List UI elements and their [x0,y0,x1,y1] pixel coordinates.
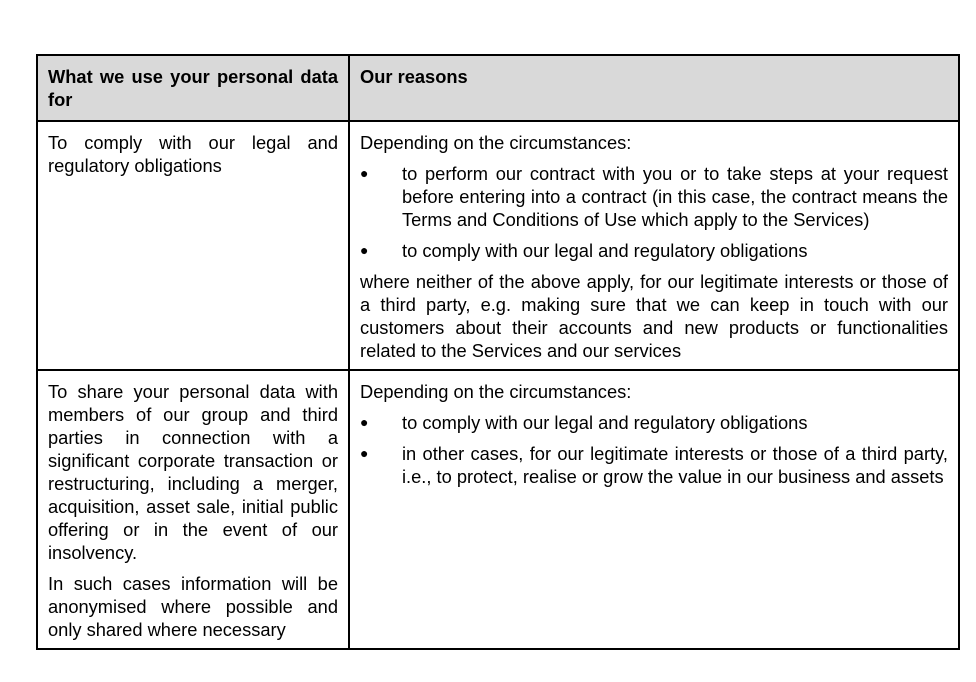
table-row [37,121,959,370]
purpose-text: To share your personal data with members of our group and third parties in connection with a significant corporate transaction or restructuring, including a merger, acquisition, asset sale, initial public offering or in the event of our insolvency. [48,381,338,563]
bullet-dot-icon: ● [360,414,369,430]
reasons-outro: where neither of the above apply, for our legitimate interests or those of a third party, e.g. making sure that we can keep in touch with our customers about their accounts and new products or functionalities related to the Services and our services [360,271,948,361]
reasons-list [360,411,948,488]
bullet-dot-icon: ● [360,165,369,181]
list-item [360,239,948,262]
table-row [37,370,959,649]
reasons-list [360,162,948,262]
purpose-text: To comply with our legal and regulatory obligations [48,132,338,176]
column-header-reasons: Our reasons [349,55,959,121]
reasons-intro: Depending on the circumstances: [360,381,632,402]
bullet-dot-icon: ● [360,242,369,258]
list-item [360,162,948,231]
list-item [360,442,948,488]
reasons-intro: Depending on the circumstances: [360,132,632,153]
bullet-dot-icon: ● [360,445,369,461]
reasons-cell [349,121,959,370]
list-item-text: to comply with our legal and regulatory obligations [402,412,808,433]
table-header-row [37,55,959,121]
list-item-text: to comply with our legal and regulatory obligations [402,240,808,261]
purpose-cell [37,121,349,370]
column-header-purpose: What we use your personal data for [37,55,349,121]
list-item-text: to perform our contract with you or to take steps at your request before entering into a contract (in this case, the contract means the Terms and Conditions of Use which apply to the Services) [402,163,948,230]
list-item [360,411,948,434]
personal-data-table [36,54,960,650]
reasons-cell [349,370,959,649]
purpose-note: In such cases information will be anonymised where possible and only shared where necessary [48,573,338,640]
purpose-cell [37,370,349,649]
list-item-text: in other cases, for our legitimate interests or those of a third party, i.e., to protect, realise or grow the value in our business and assets [402,443,948,487]
